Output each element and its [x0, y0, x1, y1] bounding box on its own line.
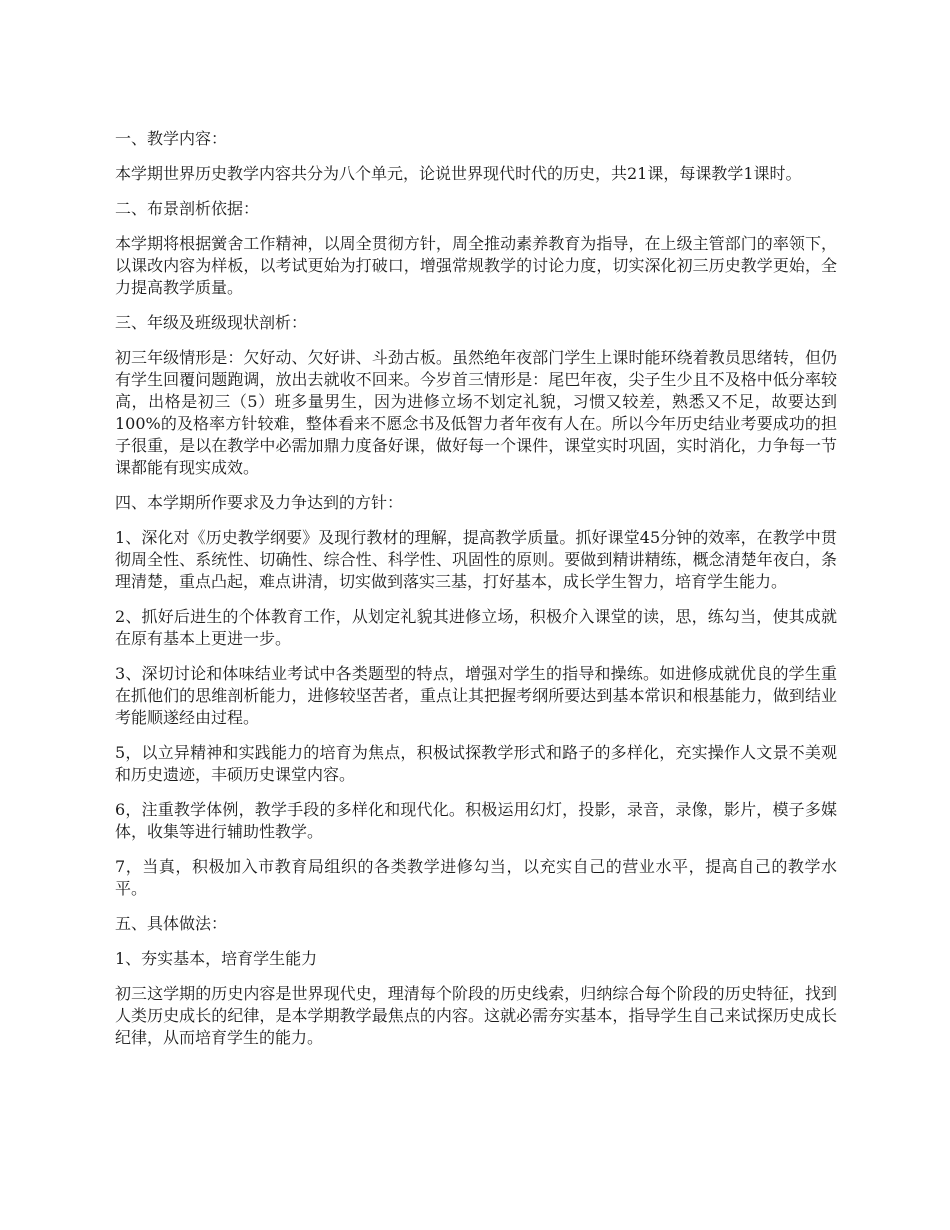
paragraph: 初三这学期的历史内容是世界现代史，理清每个阶段的历史线索，归纳综合每个阶段的历史特征，找到人类历史成长的纪律，是本学期教学最焦点的内容。这就必需夯实基本，指导学生自己来试探历史成长纪律，从而培育学生的能力。 — [115, 984, 837, 1047]
list-item: 2、抓好后进生的个体教育工作，从划定礼貌其进修立场，积极介入课堂的读，思，练勾当，使其成就在原有基本上更进一步。 — [115, 607, 837, 648]
section-heading-grade-status: 三、年级及班级现状剖析： — [115, 313, 308, 332]
section-heading-teaching-content: 一、教学内容： — [115, 129, 228, 148]
list-item: 1、深化对《历史教学纲要》及现行教材的理解，提高教学质量。抓好课堂45分钟的效率，在教学中贯彻周全性、系统性、切确性、综合性、科学性、巩固性的原则。要做到精讲精练，概念清楚年夜白，条理清楚，重点凸起，难点讲清，切实做到落实三基，打好基本，成长学生智力，培育学生能力。 — [115, 528, 837, 591]
section-heading-background-analysis: 二、布景剖析依据： — [115, 199, 260, 218]
section-heading-methods: 五、具体做法： — [115, 914, 228, 933]
list-item: 5，以立异精神和实践能力的培育为焦点，积极试探教学形式和路子的多样化，充实操作人文景不美观和历史遗迹，丰硕历史课堂内容。 — [115, 743, 837, 784]
list-item: 7，当真，积极加入市教育局组织的各类教学进修勾当，以充实自己的营业水平，提高自己的教学水平。 — [115, 857, 837, 898]
paragraph: 本学期将根据黉舍工作精神，以周全贯彻方针，周全推动素养教育为指导，在上级主管部门的率领下，以课改内容为样板，以考试更始为打破口，增强常规教学的讨论力度，切实深化初三历史教学更始，全力提高教学质量。 — [115, 234, 837, 297]
subheading: 1、夯实基本，培育学生能力 — [115, 949, 318, 968]
list-item: 3、深切讨论和体味结业考试中各类题型的特点，增强对学生的指导和操练。如进修成就优良的学生重在抓他们的思维剖析能力，进修较坚苦者，重点让其把握考纲所要达到基本常识和根基能力，做到结业考能顺遂经由过程。 — [115, 664, 837, 727]
paragraph: 初三年级情形是：欠好动、欠好讲、斗劲古板。虽然绝年夜部门学生上课时能环绕着教员思绪转，但仍有学生回覆问题跑调，放出去就收不回来。今岁首三情形是：尾巴年夜，尖子生少且不及格中低分率较高，出格是初三（5）班多量男生，因为进修立场不划定礼貌，习惯又较差，熟悉又不足，故要达到100%的及格率方针较难，整体看来不愿念书及低智力者年夜有人在。所以今年历史结业考要成功的担子很重，是以在教学中必需加鼎力度备好课，做好每一个课件，课堂实时巩固，实时消化，力争每一节课都能有现实成效。 — [115, 348, 837, 477]
list-item: 6，注重教学体例，教学手段的多样化和现代化。积极运用幻灯，投影，录音，录像，影片，模子多媒体，收集等进行辅助性教学。 — [115, 800, 837, 841]
document-page — [115, 128, 837, 1062]
paragraph: 本学期世界历史教学内容共分为八个单元，论说世界现代时代的历史，共21课，每课教学1课时。 — [115, 164, 802, 183]
section-heading-goals: 四、本学期所作要求及力争达到的方针： — [115, 493, 404, 512]
